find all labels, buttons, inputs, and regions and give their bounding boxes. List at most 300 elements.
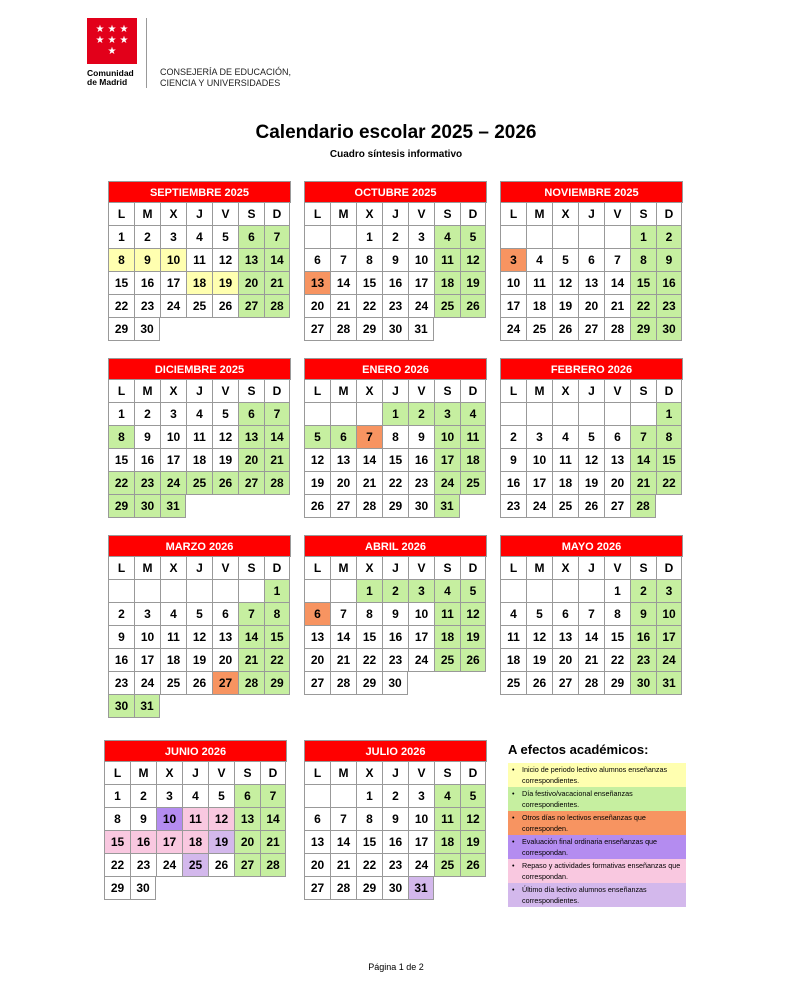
weekday-label: X (552, 557, 578, 580)
day-cell: 24 (160, 472, 186, 495)
day-cell: 12 (212, 249, 238, 272)
day-cell: 23 (108, 672, 134, 695)
day-cell: 23 (382, 854, 408, 877)
empty-cell (460, 877, 486, 900)
day-cell: 17 (526, 472, 552, 495)
week-row (304, 854, 487, 877)
day-cell: 25 (182, 854, 208, 877)
day-cell: 25 (526, 318, 552, 341)
empty-cell (356, 403, 382, 426)
day-cell: 15 (356, 626, 382, 649)
day-cell: 16 (500, 472, 526, 495)
weekday-label: L (304, 380, 330, 403)
day-cell: 17 (160, 449, 186, 472)
day-cell: 31 (656, 672, 682, 695)
day-cell: 11 (526, 272, 552, 295)
day-cell: 30 (382, 877, 408, 900)
header-divider (146, 18, 147, 88)
day-cell: 19 (578, 472, 604, 495)
day-cell: 8 (264, 603, 290, 626)
day-cell: 5 (552, 249, 578, 272)
star-icon: ★ (119, 24, 129, 35)
day-cell: 18 (434, 626, 460, 649)
empty-cell (160, 580, 186, 603)
day-cell: 17 (156, 831, 182, 854)
comunidad-madrid-logo (87, 18, 139, 87)
day-cell: 23 (130, 854, 156, 877)
day-cell: 18 (186, 272, 212, 295)
day-cell: 8 (104, 808, 130, 831)
weekday-row (500, 203, 683, 226)
empty-cell (630, 403, 656, 426)
week-row (500, 495, 683, 518)
week-row (500, 580, 683, 603)
day-cell: 18 (434, 831, 460, 854)
day-cell: 23 (408, 472, 434, 495)
day-cell: 21 (260, 831, 286, 854)
day-cell: 27 (212, 672, 238, 695)
weekday-label: J (382, 203, 408, 226)
empty-cell (552, 226, 578, 249)
day-cell: 8 (108, 426, 134, 449)
week-row (500, 318, 683, 341)
day-cell: 10 (408, 249, 434, 272)
weekday-label: D (460, 380, 486, 403)
day-cell: 24 (408, 295, 434, 318)
day-cell: 6 (238, 403, 264, 426)
day-cell: 2 (382, 226, 408, 249)
day-cell: 24 (526, 495, 552, 518)
day-cell: 3 (156, 785, 182, 808)
day-cell: 7 (260, 785, 286, 808)
week-row (500, 426, 683, 449)
day-cell: 23 (500, 495, 526, 518)
day-cell: 27 (304, 318, 330, 341)
day-cell: 28 (330, 672, 356, 695)
legend-item: • Último día lectivo alumnos enseñanzas correspondientes. (508, 883, 686, 907)
day-cell: 22 (630, 295, 656, 318)
day-cell: 28 (330, 877, 356, 900)
day-cell: 12 (460, 249, 486, 272)
day-cell: 26 (212, 295, 238, 318)
day-cell: 8 (604, 603, 630, 626)
month-calendar (304, 740, 487, 900)
day-cell: 4 (552, 426, 578, 449)
day-cell: 19 (304, 472, 330, 495)
weekday-label: M (330, 203, 356, 226)
week-row (104, 831, 287, 854)
day-cell: 26 (186, 672, 212, 695)
day-cell: 22 (356, 854, 382, 877)
day-cell: 2 (134, 226, 160, 249)
day-cell: 10 (526, 449, 552, 472)
weekday-label: D (264, 557, 290, 580)
empty-cell (604, 226, 630, 249)
week-row (108, 626, 291, 649)
empty-cell (434, 318, 460, 341)
empty-cell (434, 877, 460, 900)
weekday-label: L (304, 203, 330, 226)
legend-item: • Inicio de periodo lectivo alumnos enseñanzas correspondientes. (508, 763, 686, 787)
weekday-row (304, 557, 487, 580)
weekday-row (304, 380, 487, 403)
month-header: NOVIEMBRE 2025 (500, 181, 683, 203)
weekday-label: L (104, 762, 130, 785)
day-cell: 29 (356, 877, 382, 900)
weekday-label: S (238, 557, 264, 580)
empty-cell (238, 695, 264, 718)
day-cell: 23 (656, 295, 682, 318)
day-cell: 15 (264, 626, 290, 649)
day-cell: 26 (212, 472, 238, 495)
empty-cell (186, 580, 212, 603)
empty-cell (578, 403, 604, 426)
month-header: OCTUBRE 2025 (304, 181, 487, 203)
day-cell: 24 (408, 649, 434, 672)
empty-cell (552, 580, 578, 603)
day-cell: 25 (160, 672, 186, 695)
day-cell: 4 (434, 785, 460, 808)
weekday-label: V (212, 203, 238, 226)
day-cell: 27 (552, 672, 578, 695)
weekday-label: M (134, 557, 160, 580)
day-cell: 14 (238, 626, 264, 649)
weekday-label: L (108, 380, 134, 403)
day-cell: 11 (182, 808, 208, 831)
day-cell: 9 (130, 808, 156, 831)
empty-cell (186, 495, 212, 518)
day-cell: 24 (656, 649, 682, 672)
day-cell: 7 (238, 603, 264, 626)
day-cell: 2 (108, 603, 134, 626)
logo-text: Comunidad de Madrid (87, 68, 134, 87)
week-row (108, 318, 291, 341)
day-cell: 11 (434, 249, 460, 272)
day-cell: 7 (330, 249, 356, 272)
day-cell: 23 (134, 472, 160, 495)
day-cell: 3 (434, 403, 460, 426)
day-cell: 22 (356, 649, 382, 672)
day-cell: 5 (578, 426, 604, 449)
day-cell: 14 (356, 449, 382, 472)
day-cell: 26 (526, 672, 552, 695)
day-cell: 15 (604, 626, 630, 649)
empty-cell (156, 877, 182, 900)
day-cell: 31 (160, 495, 186, 518)
day-cell: 7 (330, 808, 356, 831)
empty-cell (500, 403, 526, 426)
week-row (304, 495, 487, 518)
day-cell: 7 (330, 603, 356, 626)
month-calendar (500, 358, 683, 518)
day-cell: 12 (460, 603, 486, 626)
empty-cell (186, 695, 212, 718)
weekday-row (108, 557, 291, 580)
day-cell: 3 (408, 785, 434, 808)
day-cell: 5 (186, 603, 212, 626)
empty-cell (460, 672, 486, 695)
empty-cell (212, 495, 238, 518)
day-cell: 19 (460, 626, 486, 649)
day-cell: 25 (434, 854, 460, 877)
empty-cell (500, 580, 526, 603)
day-cell: 15 (104, 831, 130, 854)
week-row (304, 877, 487, 900)
day-cell: 26 (304, 495, 330, 518)
week-row (108, 495, 291, 518)
day-cell: 30 (108, 695, 134, 718)
day-cell: 28 (260, 854, 286, 877)
day-cell: 27 (234, 854, 260, 877)
day-cell: 29 (108, 318, 134, 341)
day-cell: 13 (304, 831, 330, 854)
day-cell: 6 (212, 603, 238, 626)
day-cell: 17 (408, 831, 434, 854)
weekday-row (104, 762, 287, 785)
empty-cell (460, 318, 486, 341)
day-cell: 28 (578, 672, 604, 695)
empty-cell (108, 580, 134, 603)
day-cell: 5 (212, 403, 238, 426)
empty-cell (578, 226, 604, 249)
day-cell: 7 (630, 426, 656, 449)
weekday-label: V (604, 203, 630, 226)
day-cell: 26 (460, 295, 486, 318)
day-cell: 6 (304, 603, 330, 626)
empty-cell (500, 226, 526, 249)
day-cell: 19 (526, 649, 552, 672)
day-cell: 19 (208, 831, 234, 854)
weekday-label: V (408, 380, 434, 403)
day-cell: 16 (134, 272, 160, 295)
day-cell: 7 (604, 249, 630, 272)
day-cell: 7 (356, 426, 382, 449)
legend-item: • Evaluación final ordinaria enseñanzas que correspondan. (508, 835, 686, 859)
empty-cell (264, 495, 290, 518)
month-calendar (104, 740, 287, 900)
day-cell: 27 (304, 672, 330, 695)
week-row (104, 877, 287, 900)
day-cell: 3 (160, 226, 186, 249)
day-cell: 5 (460, 580, 486, 603)
empty-cell (330, 226, 356, 249)
day-cell: 26 (578, 495, 604, 518)
empty-cell (212, 580, 238, 603)
weekday-label: X (356, 557, 382, 580)
week-row (500, 295, 683, 318)
empty-cell (160, 318, 186, 341)
day-cell: 11 (186, 249, 212, 272)
logo-flag (87, 18, 137, 64)
day-cell: 22 (264, 649, 290, 672)
weekday-label: M (526, 380, 552, 403)
day-cell: 11 (500, 626, 526, 649)
day-cell: 5 (460, 785, 486, 808)
month-calendar (304, 181, 487, 341)
day-cell: 23 (382, 295, 408, 318)
weekday-label: M (526, 203, 552, 226)
empty-cell (160, 695, 186, 718)
month-calendar (500, 181, 683, 341)
week-row (108, 449, 291, 472)
day-cell: 28 (604, 318, 630, 341)
day-cell: 11 (186, 426, 212, 449)
day-cell: 8 (656, 426, 682, 449)
weekday-label: J (578, 203, 604, 226)
week-row (500, 672, 683, 695)
day-cell: 1 (104, 785, 130, 808)
day-cell: 16 (630, 626, 656, 649)
day-cell: 27 (604, 495, 630, 518)
day-cell: 10 (156, 808, 182, 831)
day-cell: 6 (604, 426, 630, 449)
day-cell: 2 (382, 580, 408, 603)
day-cell: 1 (382, 403, 408, 426)
day-cell: 11 (434, 808, 460, 831)
empty-cell (552, 403, 578, 426)
day-cell: 2 (382, 785, 408, 808)
weekday-row (108, 203, 291, 226)
day-cell: 5 (304, 426, 330, 449)
day-cell: 13 (552, 626, 578, 649)
day-cell: 24 (408, 854, 434, 877)
day-cell: 16 (130, 831, 156, 854)
day-cell: 20 (304, 295, 330, 318)
week-row (108, 472, 291, 495)
day-cell: 25 (186, 295, 212, 318)
day-cell: 30 (656, 318, 682, 341)
day-cell: 6 (304, 808, 330, 831)
weekday-label: X (552, 380, 578, 403)
empty-cell (212, 318, 238, 341)
week-row (500, 226, 683, 249)
day-cell: 31 (434, 495, 460, 518)
weekday-row (500, 380, 683, 403)
day-cell: 26 (460, 854, 486, 877)
day-cell: 14 (264, 249, 290, 272)
weekday-label: D (460, 557, 486, 580)
day-cell: 17 (408, 626, 434, 649)
day-cell: 3 (408, 580, 434, 603)
day-cell: 4 (182, 785, 208, 808)
day-cell: 2 (630, 580, 656, 603)
empty-cell (304, 226, 330, 249)
day-cell: 3 (134, 603, 160, 626)
weekday-label: J (186, 203, 212, 226)
weekday-label: D (460, 762, 486, 785)
day-cell: 15 (108, 272, 134, 295)
day-cell: 24 (500, 318, 526, 341)
day-cell: 2 (656, 226, 682, 249)
day-cell: 18 (552, 472, 578, 495)
day-cell: 13 (604, 449, 630, 472)
weekday-label: D (656, 557, 682, 580)
department-name: CONSEJERÍA DE EDUCACIÓN, CIENCIA Y UNIVERSIDADES (160, 67, 292, 88)
day-cell: 9 (134, 249, 160, 272)
week-row (304, 603, 487, 626)
day-cell: 23 (630, 649, 656, 672)
day-cell: 14 (264, 426, 290, 449)
day-cell: 12 (186, 626, 212, 649)
day-cell: 6 (304, 249, 330, 272)
day-cell: 20 (552, 649, 578, 672)
legend-items (508, 763, 686, 907)
empty-cell (656, 495, 682, 518)
day-cell: 1 (656, 403, 682, 426)
month-calendar (500, 535, 683, 695)
day-cell: 22 (104, 854, 130, 877)
weekday-label: D (264, 203, 290, 226)
day-cell: 11 (552, 449, 578, 472)
day-cell: 6 (234, 785, 260, 808)
month-calendar (304, 358, 487, 518)
day-cell: 17 (434, 449, 460, 472)
weekday-label: S (630, 380, 656, 403)
day-cell: 1 (630, 226, 656, 249)
day-cell: 22 (108, 472, 134, 495)
weekday-label: J (186, 557, 212, 580)
day-cell: 27 (330, 495, 356, 518)
legend-item: • Otros días no lectivos enseñanzas que corresponden. (508, 811, 686, 835)
day-cell: 13 (578, 272, 604, 295)
day-cell: 10 (656, 603, 682, 626)
week-row (108, 295, 291, 318)
day-cell: 30 (134, 318, 160, 341)
weekday-row (500, 557, 683, 580)
weekday-label: S (434, 557, 460, 580)
day-cell: 14 (330, 272, 356, 295)
day-cell: 15 (656, 449, 682, 472)
week-row (500, 649, 683, 672)
day-cell: 7 (264, 403, 290, 426)
weekday-label: L (500, 557, 526, 580)
empty-cell (330, 785, 356, 808)
week-row (500, 603, 683, 626)
weekday-label: V (408, 762, 434, 785)
empty-cell (304, 403, 330, 426)
day-cell: 13 (238, 249, 264, 272)
day-cell: 4 (186, 403, 212, 426)
day-cell: 3 (526, 426, 552, 449)
week-row (500, 403, 683, 426)
day-cell: 18 (460, 449, 486, 472)
weekday-label: J (382, 380, 408, 403)
day-cell: 8 (630, 249, 656, 272)
weekday-label: D (460, 203, 486, 226)
weekday-label: V (212, 557, 238, 580)
day-cell: 17 (656, 626, 682, 649)
empty-cell (182, 877, 208, 900)
day-cell: 1 (264, 580, 290, 603)
day-cell: 6 (552, 603, 578, 626)
weekday-label: M (134, 380, 160, 403)
weekday-label: X (552, 203, 578, 226)
day-cell: 13 (238, 426, 264, 449)
weekday-label: X (160, 557, 186, 580)
legend (508, 742, 686, 907)
day-cell: 28 (264, 472, 290, 495)
empty-cell (330, 580, 356, 603)
week-row (108, 580, 291, 603)
day-cell: 31 (408, 318, 434, 341)
week-row (304, 226, 487, 249)
weekday-label: J (382, 557, 408, 580)
day-cell: 22 (656, 472, 682, 495)
week-row (108, 249, 291, 272)
week-row (304, 426, 487, 449)
day-cell: 19 (552, 295, 578, 318)
month-header: MARZO 2026 (108, 535, 291, 557)
